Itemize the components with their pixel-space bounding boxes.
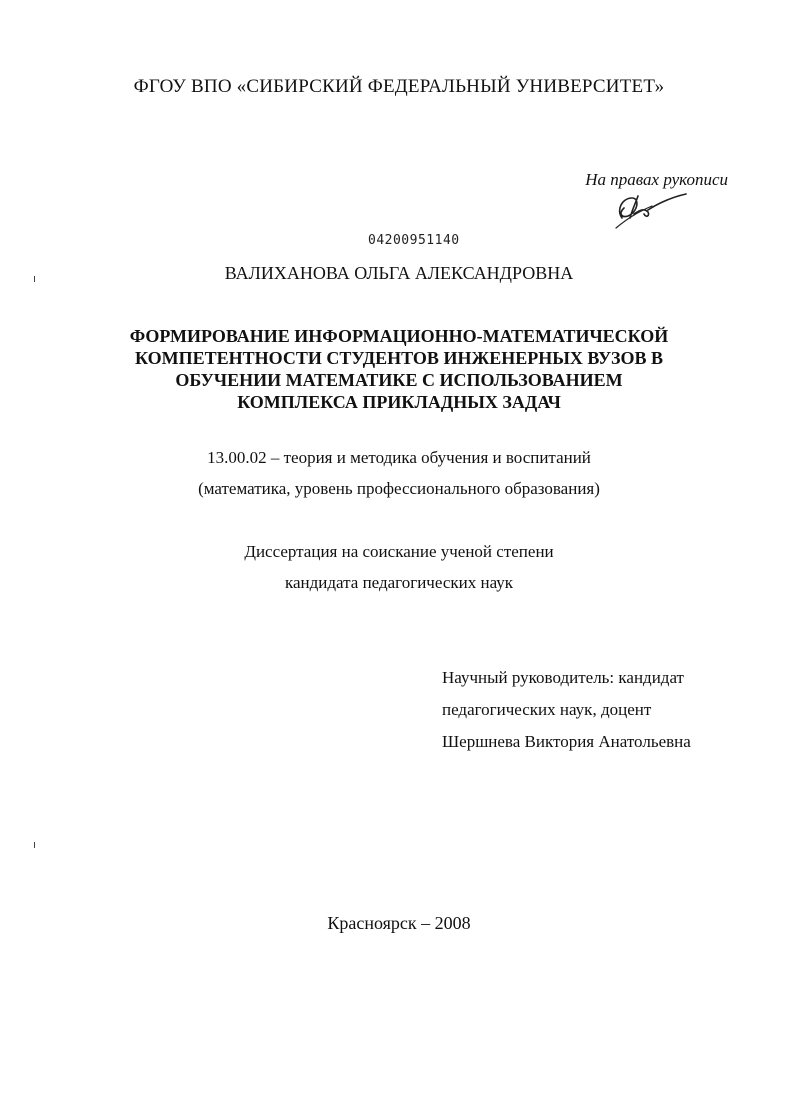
specialty-code-line: 13.00.02 – теория и методика обучения и воспитаний (207, 448, 591, 467)
specialty-field-line: (математика, уровень профессионального образования) (198, 479, 600, 498)
supervisor-block (442, 662, 691, 758)
rights-note: На правах рукописи (585, 170, 728, 189)
supervisor-line: Научный руководитель: кандидат (442, 668, 684, 687)
dissertation-title (0, 325, 798, 413)
title-line: КОМПЕТЕНТНОСТИ СТУДЕНТОВ ИНЖЕНЕРНЫХ ВУЗОВ В (135, 348, 663, 368)
supervisor-line: педагогических наук, доцент (442, 700, 652, 719)
title-line: ФОРМИРОВАНИЕ ИНФОРМАЦИОННО-МАТЕМАТИЧЕСКОЙ (129, 326, 669, 346)
title-line: КОМПЛЕКСА ПРИКЛАДНЫХ ЗАДАЧ (237, 392, 561, 412)
specialty-block (0, 442, 798, 504)
inventory-number: 04200951140 (368, 233, 460, 248)
margin-mark (34, 842, 35, 848)
supervisor-name: Шершнева Виктория Анатольевна (442, 732, 691, 751)
institution-name: ФГОУ ВПО «СИБИРСКИЙ ФЕДЕРАЛЬНЫЙ УНИВЕРСИТЕТ» (133, 76, 665, 97)
degree-block (0, 536, 798, 598)
city-year: Красноярск – 2008 (327, 913, 471, 933)
author-name: ВАЛИХАНОВА ОЛЬГА АЛЕКСАНДРОВНА (224, 263, 574, 283)
degree-line: кандидата педагогических наук (284, 573, 514, 592)
title-line: ОБУЧЕНИИ МАТЕМАТИКЕ С ИСПОЛЬЗОВАНИЕМ (175, 370, 623, 390)
degree-line: Диссертация на соискание ученой степени (244, 542, 554, 561)
handwritten-signature (608, 188, 698, 232)
